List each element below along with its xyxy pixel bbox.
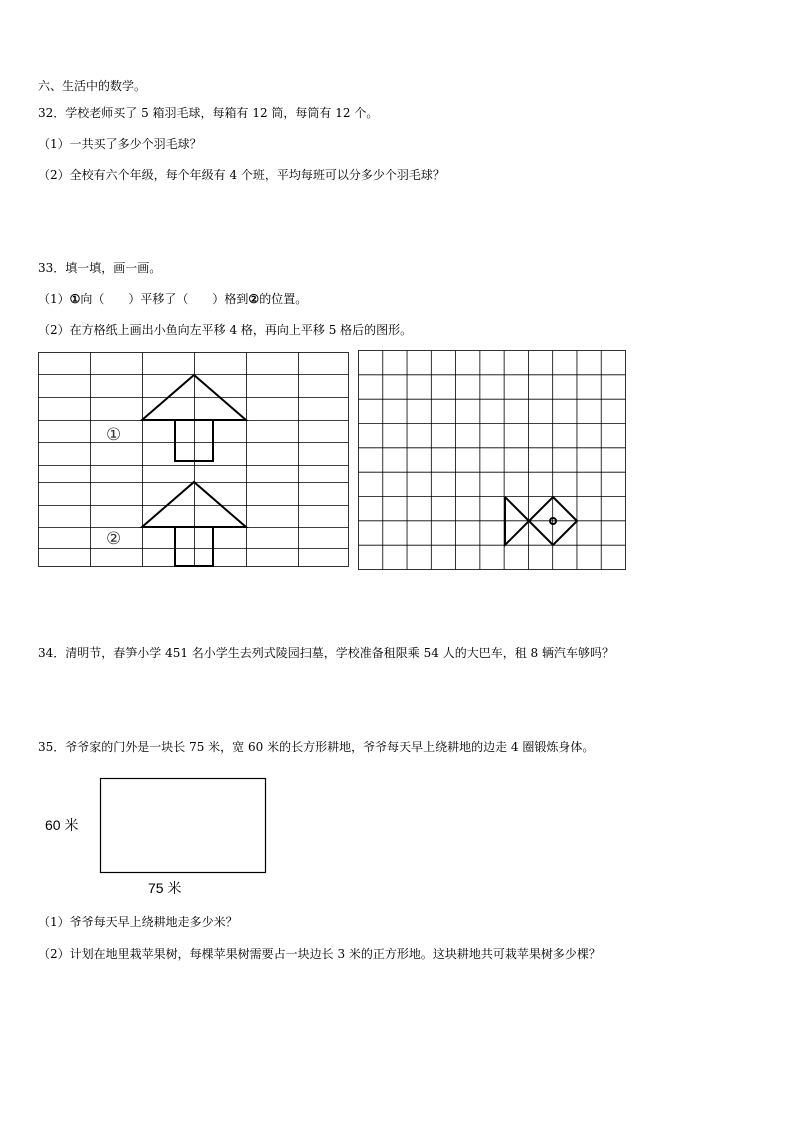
q35-sub1: （1）爷爷每天早上绕耕地走多少米？ xyxy=(38,915,238,929)
q35-stem: 35．爷爷家的门外是一块长 75 米，宽 60 米的长方形耕地，爷爷每天早上绕耕地的边走 4 圈锻炼身体。 xyxy=(38,740,595,754)
q33-sub1-suffix: 的位置。 xyxy=(259,292,308,306)
shape-1-mark: ① xyxy=(69,292,81,306)
field-rectangle xyxy=(101,779,266,873)
shape-2-mark: ② xyxy=(248,292,260,306)
q33-sub2: （2）在方格纸上画出小鱼向左平移 4 格，再向上平移 5 格后的图形。 xyxy=(38,323,413,337)
house-label-2: ② xyxy=(106,529,122,549)
house-2-roof xyxy=(142,482,246,527)
house-label-1: ① xyxy=(106,425,122,445)
q33-sub1-mid: 向（ ）平移了（ ）格到 xyxy=(80,292,249,306)
q34-stem: 34．清明节，春笋小学 451 名小学生去列式陵园扫墓，学校准备租限乘 54 人的大巴车，租 8 辆汽车够吗？ xyxy=(38,646,614,660)
house-grid-border xyxy=(39,353,349,567)
fish-grid xyxy=(359,351,626,570)
field-width-label: 60 米 xyxy=(45,817,79,833)
house-shape-2 xyxy=(142,482,246,566)
house-1-body xyxy=(175,420,213,461)
field-length-label: 75 米 xyxy=(148,880,182,896)
house-shape-1 xyxy=(142,375,246,461)
q32-sub2: （2）全校有六个年级，每个年级有 4 个班，平均每班可以分多少个羽毛球？ xyxy=(38,168,445,182)
q35-sub2: （2）计划在地里栽苹果树，每棵苹果树需要占一块边长 3 米的正方形地。这块耕地共可栽苹果树多少棵？ xyxy=(38,947,601,961)
house-2-body xyxy=(175,527,213,566)
q33-stem: 33．填一填，画一画。 xyxy=(38,261,162,275)
house-grid xyxy=(39,353,349,567)
section-title: 六、生活中的数学。 xyxy=(38,79,147,93)
fish-grid-border xyxy=(359,351,626,570)
q32-sub1: （1）一共买了多少个羽毛球？ xyxy=(38,137,202,151)
q33-sub1-prefix: （1） xyxy=(38,292,70,306)
q32-stem: 32．学校老师买了 5 箱羽毛球，每箱有 12 筒，每筒有 12 个。 xyxy=(38,106,379,120)
